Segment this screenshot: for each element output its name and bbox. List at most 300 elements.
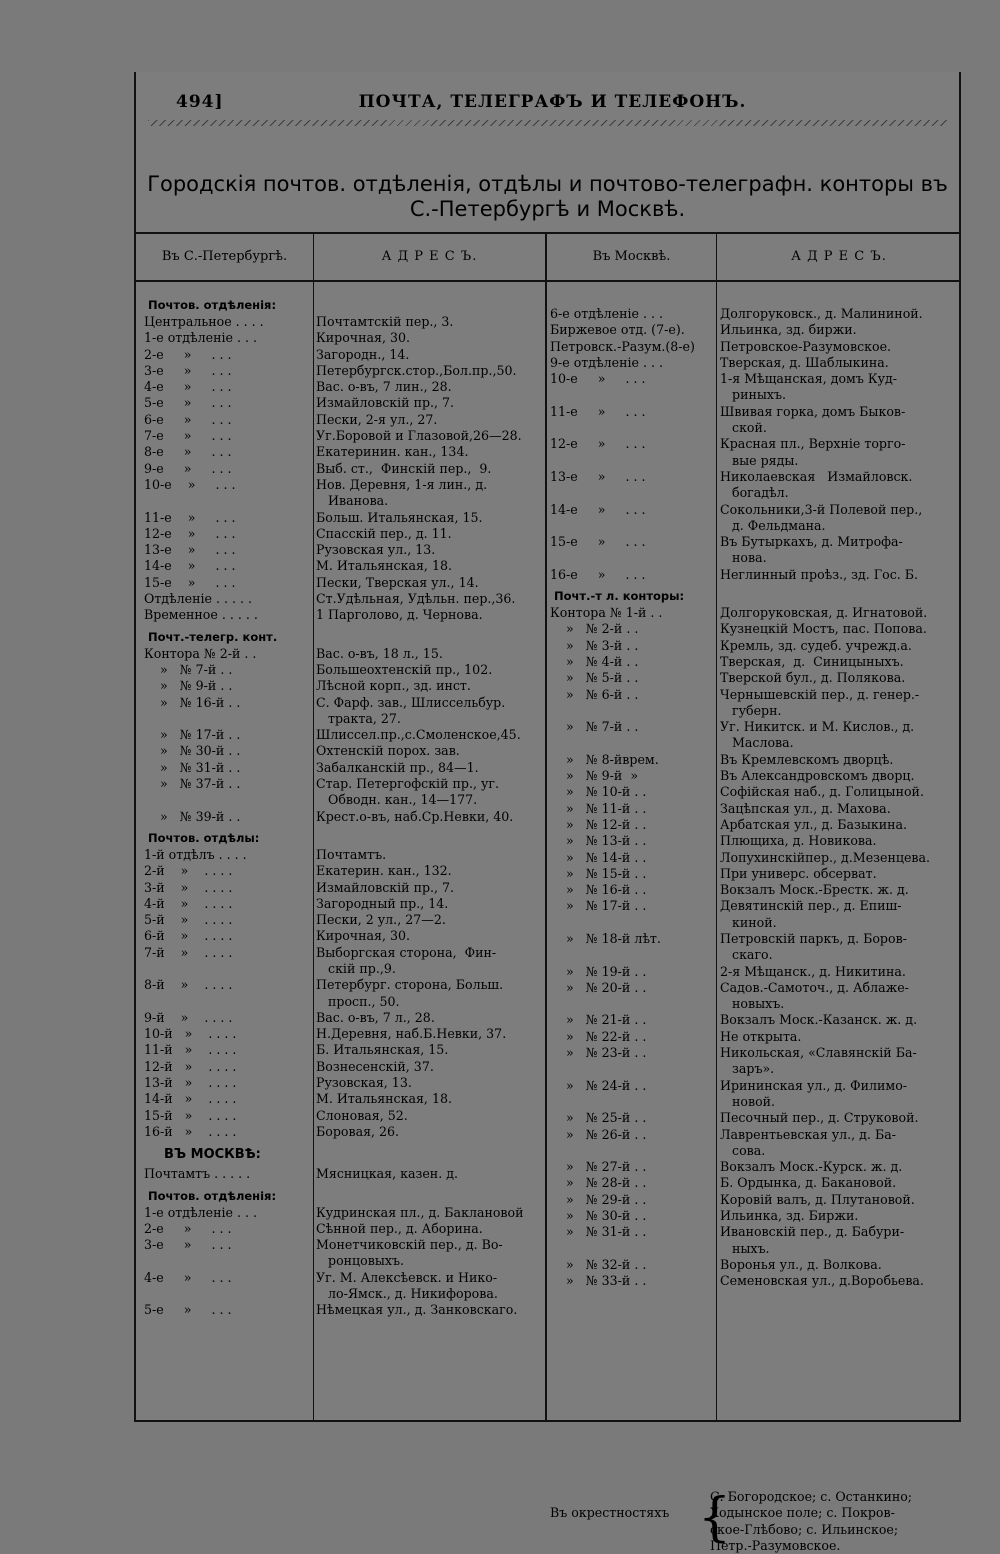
ornamental-rule [148, 120, 947, 126]
list-item [144, 1108, 544, 1124]
list-item [144, 395, 544, 411]
entry-name: » № 3-й . . [550, 637, 639, 653]
list-item [144, 662, 544, 678]
entry-address: Нѣмецкая ул., д. Занковскаго. [316, 1302, 518, 1318]
entry-name: 11-й » . . . . [144, 1042, 237, 1058]
entry-address: Тверская, д. Синицыныхъ. [720, 653, 904, 669]
entry-address: Петровскій паркъ, д. Боров- [720, 930, 907, 946]
entry-address: Ильинка, зд. Биржи. [720, 1208, 859, 1224]
list-item [550, 801, 960, 817]
list-item [144, 493, 544, 509]
entry-name: » № 24-й . . [550, 1077, 647, 1093]
list-item [550, 768, 960, 784]
entry-name: » № 39-й . . [144, 808, 241, 824]
list-item [144, 896, 544, 912]
list-item [144, 977, 544, 993]
entry-address: Вокзалъ Моск.-Казанск. ж. д. [720, 1012, 918, 1028]
entry-address: Охтенскій порох. зав. [316, 743, 460, 759]
entry-address: скій пр.,9. [316, 960, 396, 976]
entry-name: 12-е » . . . [550, 436, 646, 452]
entry-name: » № 9-й » [550, 768, 639, 784]
entry-address: С. Фарф. зав., Шлиссельбур. [316, 694, 506, 710]
entry-name: 11-е » . . . [144, 509, 236, 525]
list-item [550, 502, 960, 518]
entry-name: 15-е » . . . [144, 574, 236, 590]
list-item [144, 880, 544, 896]
entry-name [550, 703, 716, 719]
entry-name [144, 994, 314, 1010]
entry-address: Николаевская Измайловск. [720, 468, 913, 484]
entry-address: Коровій валъ, д. Плутановой. [720, 1191, 915, 1207]
section-heading: Почт.-т л. конторы: [554, 589, 685, 604]
page [134, 72, 961, 1553]
list-item [550, 784, 960, 800]
entry-address: Вас. о-въ, 7 л., 28. [316, 1009, 435, 1025]
entry-address: При универс. обсерват. [720, 865, 877, 881]
list-item [550, 1224, 960, 1240]
entry-name: » № 10-й . . [550, 784, 647, 800]
entry-name: » № 20-й . . [550, 979, 647, 995]
entry-name: » № 2-й . . [550, 621, 639, 637]
entry-name: » № 17-й . . [550, 898, 647, 914]
section-heading: ВЪ МОСКВѢ: [164, 1147, 261, 1163]
entry-name: » № 4-й . . [550, 653, 639, 669]
entry-name: » № 17-й . . [144, 727, 241, 743]
entry-address: тракта, 27. [316, 710, 401, 726]
entry-name: 11-е » . . . [550, 403, 646, 419]
entry-address: Вас. о-въ, 7 лин., 28. [316, 379, 452, 395]
entry-name: 10-й » . . . . [144, 1026, 237, 1042]
entry-address: Сокольники,3-й Полевой пер., [720, 501, 923, 517]
list-item [550, 980, 960, 996]
entry-address: Вознесенскій, 37. [316, 1058, 434, 1074]
list-item [550, 1241, 960, 1257]
list-item [550, 371, 960, 387]
list-item [550, 567, 960, 583]
entry-address: Чернышевскій пер., д. генер.- [720, 686, 920, 702]
entry-name: » № 25-й . . [550, 1110, 647, 1126]
list-item [144, 711, 544, 727]
entry-name: 4-е » . . . [144, 1269, 232, 1285]
entry-address: Пески, Тверская ул., 14. [316, 574, 479, 590]
entry-address: Екатеринин. кан., 134. [316, 444, 469, 460]
entry-name: 5-е » . . . [144, 395, 232, 411]
list-item [144, 1166, 544, 1182]
entry-address: Долгоруковская, д. Игнатовой. [720, 605, 928, 621]
entry-name: 5-е » . . . [144, 1302, 232, 1318]
running-head [176, 92, 929, 118]
list-item [144, 1237, 544, 1253]
entry-name: 12-й » . . . . [144, 1058, 237, 1074]
left-listing [144, 292, 544, 1319]
entry-name [144, 1286, 314, 1302]
entry-name: Контора № 1-й . . [550, 605, 663, 621]
entry-address: Тверская, д. Шаблыкина. [720, 354, 889, 370]
list-item [550, 436, 960, 452]
entry-address: Ст.Удѣльная, Удѣльн. пер.,36. [316, 591, 516, 607]
list-item [550, 453, 960, 469]
list-item [144, 1302, 544, 1318]
list-item [550, 947, 960, 963]
entry-address: Красная пл., Верхніе торго- [720, 436, 906, 452]
entry-address: Обводн. кан., 14—177. [316, 792, 478, 808]
list-item [550, 654, 960, 670]
entry-address: Кузнецкій Мостъ, пас. Попова. [720, 621, 927, 637]
environs-entry [546, 1489, 961, 1554]
list-item [550, 1078, 960, 1094]
entry-address: ныхъ. [720, 1240, 770, 1256]
list-item [144, 428, 544, 444]
entry-name: 9-й » . . . . [144, 1009, 233, 1025]
right-listing [550, 306, 960, 1290]
entry-address: Н.Деревня, наб.Б.Невки, 37. [316, 1026, 507, 1042]
entry-address: Кудринская пл., д. Баклановой [316, 1204, 524, 1220]
entry-name: 15-е » . . . [550, 534, 646, 550]
entry-name: » № 16-й . . [144, 694, 241, 710]
entry-name: 5-й » . . . . [144, 912, 233, 928]
entry-name: 8-й » . . . . [144, 977, 233, 993]
entry-address: Кирочная, 30. [316, 928, 410, 944]
entry-name: » № 7-й . . [550, 719, 639, 735]
entry-address: д. Фельдмана. [720, 517, 826, 533]
entry-address: Неглинный проѣз., зд. Гос. Б. [720, 566, 919, 582]
list-item [550, 1257, 960, 1273]
entry-name: » № 22-й . . [550, 1028, 647, 1044]
list-item [550, 817, 960, 833]
entry-address: Петербургск.стор.,Бол.пр.,50. [316, 362, 517, 378]
entry-name: 13-е » . . . [144, 542, 236, 558]
list-item [144, 542, 544, 558]
entry-address: Ирининская ул., д. Филимо- [720, 1077, 908, 1093]
entry-address: Вас. о-въ, 18 л., 15. [316, 645, 443, 661]
entry-name: » № 30-й . . [144, 743, 241, 759]
entry-address: Вокзалъ Моск.-Курск. ж. д. [720, 1159, 903, 1175]
entry-address: киной. [720, 914, 777, 930]
entry-name: 8-е » . . . [144, 444, 232, 460]
entry-address: Песочный пер., д. Струковой. [720, 1110, 919, 1126]
entry-address: Загородный пр., 14. [316, 895, 449, 911]
entry-address: М. Итальянская, 18. [316, 558, 452, 574]
entry-name [550, 420, 716, 436]
entry-address: просп., 50. [316, 993, 400, 1009]
entry-name: » № 26-й . . [550, 1126, 647, 1142]
entry-name: » № 30-й . . [550, 1208, 647, 1224]
entry-name: 2-й » . . . . [144, 863, 233, 879]
list-item [550, 1143, 960, 1159]
list-item [144, 314, 544, 330]
entry-address: Въ Александровскомъ дворц. [720, 768, 915, 784]
entry-address: Ильинка, зд. биржи. [720, 322, 857, 338]
entry-address: Въ Кремлевскомъ дворцѣ. [720, 751, 894, 767]
list-item [550, 550, 960, 566]
entry-name: 13-й » . . . . [144, 1075, 237, 1091]
entry-address: Шлиссел.пр.,с.Смоленское,45. [316, 727, 521, 743]
entry-address: Б. Ордынка, д. Бакановой. [720, 1175, 897, 1191]
entry-name: » № 29-й . . [550, 1191, 647, 1207]
entry-name: » № 21-й . . [550, 1012, 647, 1028]
list-item [550, 670, 960, 686]
entry-name: 6-й » . . . . [144, 928, 233, 944]
entry-name: 9-е отдѣленіе . . . [550, 354, 663, 370]
entry-name: 14-е » . . . [144, 558, 236, 574]
list-item [550, 915, 960, 931]
list-item [144, 961, 544, 977]
entry-address: Долгоруковск., д. Малининой. [720, 306, 923, 321]
entry-name: » № 7-й . . [144, 661, 233, 677]
entry-address: Спасскій пер., д. 11. [316, 525, 452, 541]
entry-address: ронцовыхъ. [316, 1253, 404, 1269]
entry-name [550, 1061, 716, 1077]
list-item [550, 534, 960, 550]
entry-address: Софійская наб., д. Голицыной. [720, 784, 924, 800]
list-item [550, 339, 960, 355]
column-header-spb-address: А Д Р Е С Ъ. [314, 234, 545, 282]
list-item [144, 928, 544, 944]
column-header-moscow-address: А Д Р Е С Ъ. [717, 234, 961, 282]
entry-address: Рузовская, 13. [316, 1075, 412, 1091]
entry-address: Почтамтъ. [316, 846, 387, 862]
list-item [550, 1029, 960, 1045]
entry-name: 2-е » . . . [144, 346, 232, 362]
document-title: Городскія почтов. отдѣленія, отдѣлы и почтово-телеграфн. конторы въ С.-Петербургѣ и Москвѣ. [147, 172, 948, 221]
entry-name: » № 5-й . . [550, 670, 639, 686]
list-item [550, 387, 960, 403]
list-item [550, 469, 960, 485]
list-item [144, 526, 544, 542]
entry-address: Уг.Боровой и Глазовой,26—28. [316, 428, 522, 444]
list-item [550, 752, 960, 768]
list-item [144, 1221, 544, 1237]
entry-address: Екатерин. кан., 132. [316, 863, 452, 879]
entry-name: » № 9-й . . [144, 678, 233, 694]
entry-address: Арбатская ул., д. Базыкина. [720, 816, 908, 832]
entry-address: Выб. ст., Финскій пер., 9. [316, 460, 492, 476]
entry-name: » № 28-й . . [550, 1175, 647, 1191]
entry-name [144, 1253, 314, 1269]
entry-name: Почтамтъ . . . . . [144, 1166, 251, 1182]
entry-name: 4-й » . . . . [144, 895, 233, 911]
list-item [550, 485, 960, 501]
entry-address: Забалканскій пр., 84—1. [316, 759, 479, 775]
entry-name [550, 485, 716, 501]
entry-address: Выборгская сторона, Фин- [316, 944, 497, 960]
list-item [144, 1026, 544, 1042]
entry-address: 1 Парголово, д. Чернова. [316, 607, 483, 623]
entry-name: » № 18-й лѣт. [550, 930, 661, 946]
environs-label: Въ окрестностяхъ [550, 1505, 670, 1520]
list-item [144, 912, 544, 928]
list-item [550, 866, 960, 882]
entry-name: 3-й » . . . . [144, 879, 233, 895]
section-heading: Почт.-телегр. конт. [148, 629, 278, 644]
entry-name: 4-е » . . . [144, 379, 232, 395]
section-heading: Почтов. отдѣленія: [148, 298, 277, 312]
entry-address: Мясницкая, казен. д. [316, 1166, 458, 1182]
entry-address: 2-я Мѣщанск., д. Никитина. [720, 963, 906, 979]
entry-name [550, 1241, 716, 1257]
entry-name: 12-е » . . . [144, 525, 236, 541]
entry-name: Контора № 2-й . . [144, 645, 257, 661]
entry-address: богадѣл. [720, 485, 789, 501]
list-item [144, 646, 544, 662]
list-item [550, 898, 960, 914]
entry-address: губерн. [720, 702, 782, 718]
entry-address: Лѣсной корп., зд. инст. [316, 678, 471, 694]
entry-address: Ивановскій пер., д. Бабури- [720, 1224, 905, 1240]
list-item [144, 792, 544, 808]
entry-address: скаго. [720, 947, 773, 963]
list-item [144, 678, 544, 694]
entry-address: ской. [720, 420, 767, 436]
entry-name: 1-й отдѣлъ . . . . [144, 846, 247, 862]
entry-name: 13-е » . . . [550, 468, 646, 484]
entry-name: 1-е отдѣленіе . . . [144, 1204, 257, 1220]
entry-address: заръ». [720, 1061, 775, 1077]
entry-name [550, 915, 716, 931]
list-item [550, 1127, 960, 1143]
entry-address: Сѣнной пер., д. Аборина. [316, 1220, 483, 1236]
entry-name: Отдѣленіе . . . . . [144, 591, 253, 607]
list-item [550, 1110, 960, 1126]
list-item [550, 1061, 960, 1077]
list-item [550, 518, 960, 534]
list-item [144, 444, 544, 460]
entry-name: Биржевое отд. (7-е). [550, 322, 685, 338]
entry-name: » № 31-й . . [550, 1224, 647, 1240]
entry-name: 3-е » . . . [144, 1237, 232, 1253]
list-item [144, 727, 544, 743]
list-item [550, 1192, 960, 1208]
list-item [144, 477, 544, 493]
entry-name: 6-е отдѣленіе . . . [550, 306, 663, 321]
entry-address: Плющиха, д. Новикова. [720, 833, 877, 849]
entry-name: 7-е » . . . [144, 428, 232, 444]
page-number: 494] [176, 92, 224, 112]
entry-name: » № 32-й . . [550, 1256, 647, 1272]
list-item [144, 379, 544, 395]
entry-name: » № 16-й . . [550, 882, 647, 898]
list-item [550, 638, 960, 654]
list-item [550, 719, 960, 735]
entry-address: Рузовская ул., 13. [316, 542, 436, 558]
entry-name: 10-е » . . . [550, 371, 646, 387]
entry-address: сова. [720, 1142, 766, 1158]
entry-address: Въ Бутыркахъ, д. Митрофа- [720, 534, 903, 550]
entry-address: Кремль, зд. судеб. учрежд.а. [720, 637, 912, 653]
entry-name [550, 735, 716, 751]
entry-name: » № 19-й . . [550, 963, 647, 979]
entry-name: 14-е » . . . [550, 501, 646, 517]
list-item [144, 743, 544, 759]
entry-name: » № 23-й . . [550, 1045, 647, 1061]
entry-name: 6-е » . . . [144, 411, 232, 427]
list-item [144, 1042, 544, 1058]
entry-address: нова. [720, 550, 767, 566]
entry-name: 10-е » . . . [144, 476, 236, 492]
list-item [550, 964, 960, 980]
entry-address: Измайловскій пр., 7. [316, 879, 455, 895]
entry-address: Почтамтскій пер., 3. [316, 314, 454, 329]
entry-address: Воронья ул., д. Волкова. [720, 1256, 882, 1272]
column-header-moscow: Въ Москвѣ. [547, 234, 716, 282]
entry-name: Временное . . . . . [144, 607, 258, 623]
entry-name: » № 11-й . . [550, 800, 647, 816]
list-item [144, 1205, 544, 1221]
entry-address: новыхъ. [720, 996, 785, 1012]
entry-address: Зацѣпская ул., д. Махова. [720, 800, 891, 816]
section-heading: Почтов. отдѣленія: [148, 1188, 277, 1203]
list-item [550, 621, 960, 637]
entry-address: Загородн., 14. [316, 346, 410, 362]
list-item [550, 404, 960, 420]
list-item [550, 1094, 960, 1110]
entry-address: Уг. Никитск. и М. Кислов., д. [720, 719, 915, 735]
entry-name: 7-й » . . . . [144, 944, 233, 960]
entry-address: Монетчиковскій пер., д. Во- [316, 1237, 503, 1253]
entry-name: » № 33-й . . [550, 1273, 647, 1289]
list-item [144, 1124, 544, 1140]
entry-address: Пески, 2 ул., 27—2. [316, 912, 446, 928]
entry-name: » № 31-й . . [144, 759, 241, 775]
entry-name: 15-й » . . . . [144, 1107, 237, 1123]
entry-address: Боровая, 26. [316, 1123, 400, 1139]
list-item [144, 591, 544, 607]
entry-name: 9-е » . . . [144, 460, 232, 476]
brace-glyph: { [698, 1488, 732, 1548]
entry-name [550, 947, 716, 963]
entry-address: Кирочная, 30. [316, 330, 410, 346]
list-item [144, 1075, 544, 1091]
list-item [144, 575, 544, 591]
list-item [144, 809, 544, 825]
entry-name: » № 15-й . . [550, 865, 647, 881]
entry-address: Семеновская ул., д.Воробьева. [720, 1273, 924, 1289]
list-item [550, 1175, 960, 1191]
list-item [144, 994, 544, 1010]
list-item [550, 687, 960, 703]
entry-name: 16-е » . . . [550, 566, 646, 582]
list-item [550, 1159, 960, 1175]
list-item [550, 833, 960, 849]
list-item [550, 306, 960, 322]
entry-name: 1-е отдѣленіе . . . [144, 330, 257, 346]
entry-address: Больш. Итальянская, 15. [316, 509, 483, 525]
entry-address: Швивая горка, домъ Быков- [720, 403, 906, 419]
list-item [550, 1208, 960, 1224]
list-item [144, 558, 544, 574]
entry-name [550, 996, 716, 1012]
list-item [550, 605, 960, 621]
entry-name: » № 13-й . . [550, 833, 647, 849]
entry-address: Нов. Деревня, 1-я лин., д. [316, 476, 488, 492]
column-header-spb: Въ С.-Петербургѣ. [136, 234, 313, 282]
list-item [144, 695, 544, 711]
entry-address: М. Итальянская, 18. [316, 1091, 452, 1107]
entry-address: вые ряды. [720, 452, 799, 468]
entry-name: Центральное . . . . [144, 314, 264, 329]
list-item [144, 1059, 544, 1075]
entry-address: Иванова. [316, 493, 389, 509]
list-item [144, 607, 544, 623]
entry-name: » № 27-й . . [550, 1159, 647, 1175]
entry-address: Слоновая, 52. [316, 1107, 408, 1123]
list-item [144, 760, 544, 776]
entry-address: 1-я Мѣщанская, домъ Куд- [720, 371, 898, 387]
list-item [144, 363, 544, 379]
list-item [550, 931, 960, 947]
entry-address: Крест.о-въ, наб.Ср.Невки, 40. [316, 808, 514, 824]
environs-text: С. Богородское; с. Останкино; Ходынское поле; с. Покров- ское-Глѣбово; с. Ильинское; Петр.-Разумовское. [710, 1489, 913, 1553]
